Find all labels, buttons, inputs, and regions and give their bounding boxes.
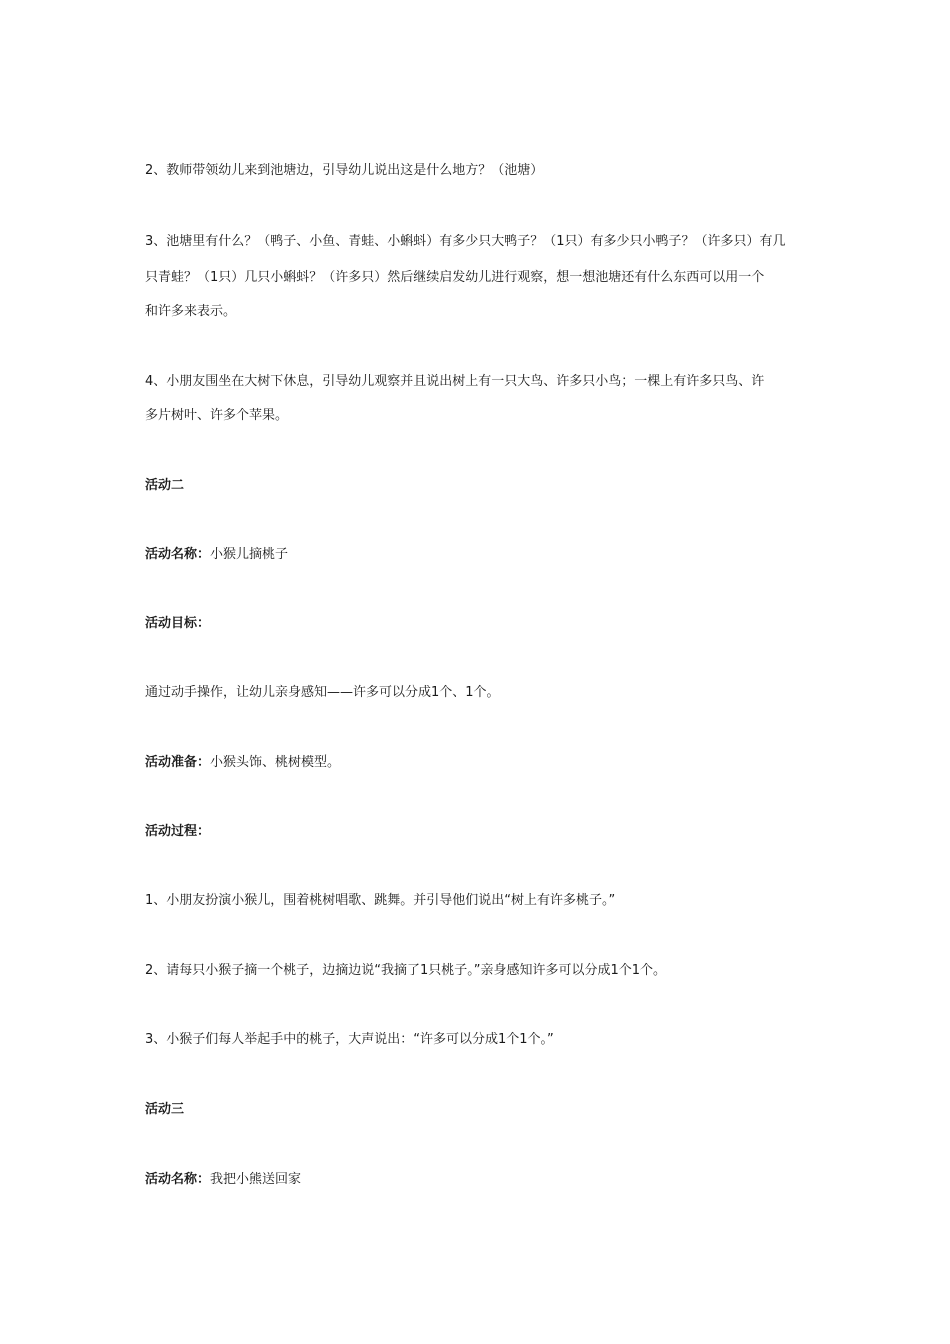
activity-name-label: 活动名称： (145, 1172, 211, 1187)
activity-2-step-2: 2、请每只小猴子摘一个桃子，边摘边说“我摘了1只桃子。”亲身感知许多可以分成1个1个。 (145, 963, 667, 978)
paragraph-step-3-line-3: 和许多来表示。 (145, 304, 237, 319)
activity-2-step-1: 1、小朋友扮演小猴儿，围着桃树唱歌、跳舞。并引导他们说出“树上有许多桃子。” (145, 893, 616, 908)
activity-2-heading: 活动二 (145, 478, 185, 493)
activity-prep-value: 小猴头饰、桃树模型。 (210, 755, 341, 770)
activity-3-heading: 活动三 (145, 1102, 185, 1117)
activity-2-name (145, 537, 810, 573)
activity-name-value: 我把小熊送回家 (210, 1172, 302, 1187)
paragraph-step-4-line-1: 4、小朋友围坐在大树下休息，引导幼儿观察并且说出树上有一只大鸟、许多只小鸟；一棵上有许多只鸟、许 (145, 374, 765, 389)
activity-name-value: 小猴儿摘桃子 (210, 547, 289, 562)
activity-prep-label: 活动准备： (145, 755, 211, 770)
activity-2-goal-text: 通过动手操作，让幼儿亲身感知——许多可以分成1个、1个。 (145, 685, 500, 700)
activity-3-name (145, 1162, 810, 1198)
activity-2-step-3: 3、小猴子们每人举起手中的桃子，大声说出：“许多可以分成1个1个。” (145, 1032, 554, 1047)
activity-2-process-label: 活动过程： (145, 824, 211, 839)
activity-name-label: 活动名称： (145, 547, 211, 562)
paragraph-step-4-line-2: 多片树叶、许多个苹果。 (145, 408, 289, 423)
paragraph-step-2: 2、教师带领幼儿来到池塘边，引导幼儿说出这是什么地方？（池塘） (145, 163, 544, 178)
paragraph-step-3-line-1: 3、池塘里有什么？（鸭子、小鱼、青蛙、小蝌蚪）有多少只大鸭子？（1只）有多少只小鸭子？（许多只）有几 (145, 234, 786, 249)
activity-2-prep (145, 745, 810, 781)
activity-2-goal-label: 活动目标： (145, 616, 211, 631)
paragraph-step-3-line-2: 只青蛙？（1只）几只小蝌蚪？（许多只）然后继续启发幼儿进行观察，想一想池塘还有什么东西可以用一个 (145, 270, 765, 285)
